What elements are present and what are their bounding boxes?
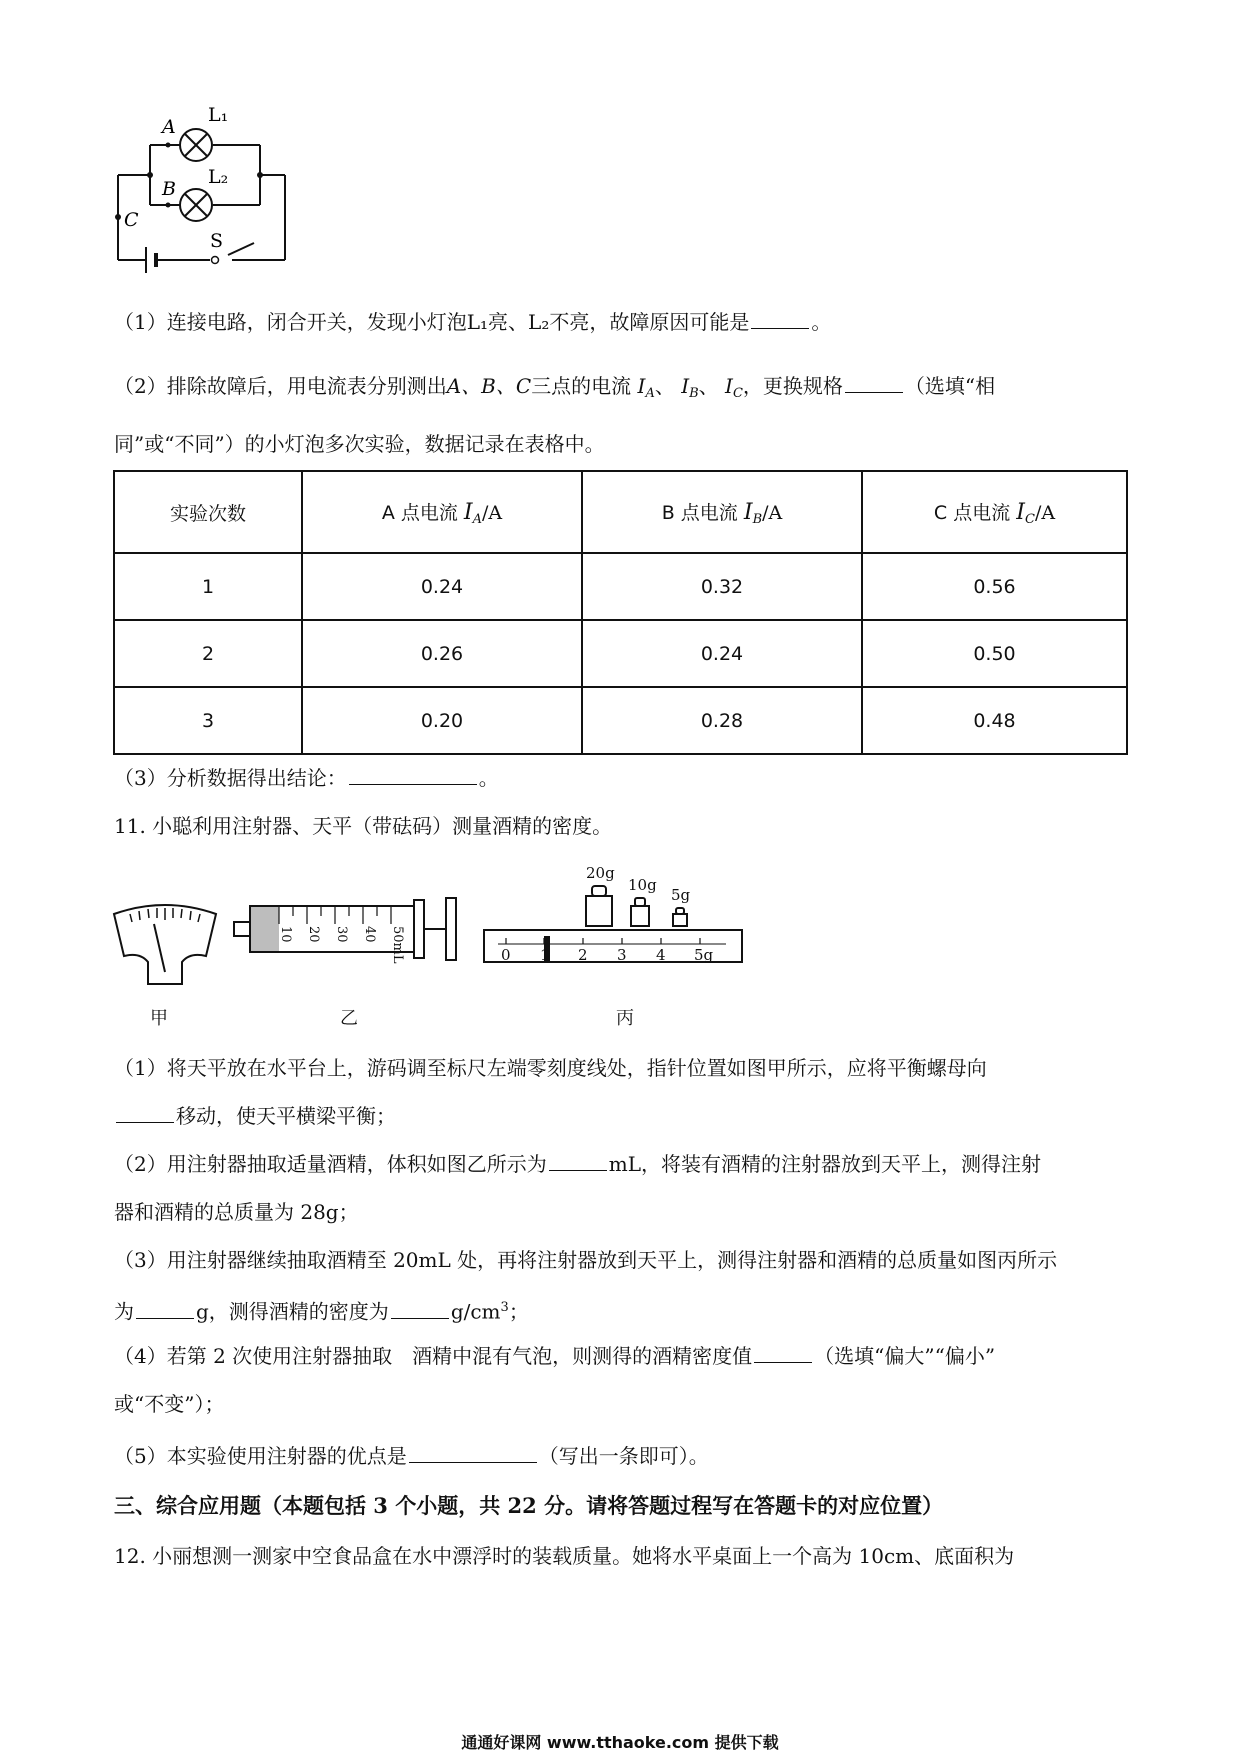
ruler-mark: 5g	[694, 946, 714, 964]
balance-ruler-figure	[480, 860, 765, 980]
switch-icon	[212, 257, 219, 264]
q10-part1: （1）连接电路，闭合开关，发现小灯泡L₁亮、L₂不亮，故障原因可能是 。	[114, 310, 832, 334]
table-cell: 0.24	[302, 553, 582, 620]
page-footer: 通通好课网 www.tthaoke.com 提供下载	[461, 1733, 779, 1752]
figure-label-yi: 乙	[340, 1008, 358, 1029]
ruler-mark: 0	[501, 946, 511, 964]
syringe-mark: 50mL	[390, 926, 405, 964]
table-cell: 0.24	[582, 620, 862, 687]
q11-step3-line2: 为 g，测得酒精的密度为 $g/cm^3$；	[114, 1299, 529, 1324]
syringe-mark: 30	[334, 926, 349, 943]
syringe-figure	[230, 890, 460, 970]
q10-part3: （3）分析数据得出结论： 。	[114, 766, 499, 790]
q11-title: 11. 小聪利用注射器、天平（带砝码）测量酒精的密度。	[114, 814, 613, 838]
syringe-mark: 20	[306, 926, 321, 943]
table-header: B 点电流 $I_B/A$	[582, 471, 862, 553]
answer-blank[interactable]	[754, 1344, 812, 1363]
circuit-label-l2: L₂	[208, 166, 229, 188]
q11-step4-line2: 或“不变”）；	[114, 1392, 225, 1416]
circuit-label-l1: L₁	[208, 104, 229, 126]
answer-blank[interactable]	[136, 1300, 194, 1319]
q11-step5: （5）本实验使用注射器的优点是 （写出一条即可）。	[114, 1444, 709, 1468]
answer-blank[interactable]	[391, 1300, 449, 1319]
q11-step4: （4）若第 2 次使用注射器抽取 酒精中混有气泡，则测得的酒精密度值 （选填“偏大”“偏小”	[114, 1344, 996, 1368]
table-cell: 0.32	[582, 553, 862, 620]
table-cell: 0.20	[302, 687, 582, 754]
table-cell: 0.48	[862, 687, 1127, 754]
table-header: 实验次数	[114, 471, 302, 553]
lamp-l2-icon	[180, 189, 212, 221]
syringe-mark: 10	[278, 926, 293, 943]
weight-10g-icon	[631, 898, 649, 926]
figure-label-jia: 甲	[150, 1008, 168, 1029]
answer-blank[interactable]	[751, 310, 809, 329]
battery-icon	[146, 247, 156, 273]
weight-label-10g: 10g	[628, 876, 657, 894]
table-cell: 2	[114, 620, 302, 687]
q10-part2-line2: 同”或“不同”）的小灯泡多次实验，数据记录在表格中。	[114, 432, 605, 456]
circuit-label-s: S	[210, 230, 224, 252]
table-cell: 1	[114, 553, 302, 620]
table-cell: 0.28	[582, 687, 862, 754]
circuit-label-c: C	[124, 209, 139, 231]
balance-pointer-figure	[110, 900, 220, 990]
q11-step1-line2: 移动，使天平横梁平衡；	[114, 1102, 396, 1130]
q11-step2-line2: 器和酒精的总质量为 28g；	[114, 1200, 359, 1224]
table-header-row	[114, 471, 1127, 553]
weight-20g-icon	[586, 886, 612, 926]
lamp-l1-icon	[180, 129, 212, 161]
table-header: A 点电流 $I_A/A$	[302, 471, 582, 553]
q11-step1: （1）将天平放在水平台上，游码调至标尺左端零刻度线处，指针位置如图甲所示，应将平衡螺母向	[114, 1056, 987, 1080]
circuit-diagram	[110, 95, 300, 275]
table-row	[114, 553, 1127, 620]
ruler-mark: 1	[540, 946, 550, 964]
weight-5g-icon	[673, 908, 687, 926]
circuit-label-b: B	[162, 178, 176, 200]
answer-blank[interactable]	[549, 1152, 607, 1171]
table-row	[114, 620, 1127, 687]
q10-part2: （2）排除故障后，用电流表分别测出A、B、C三点的电流 $I_A$、 $I_B$、 $I_C$，更换规格 （选填“相	[114, 374, 996, 401]
circuit-label-a: A	[162, 116, 176, 138]
section-3-heading: 三、综合应用题（本题包括 3 个小题，共 22 分。请将答题过程写在答题卡的对应位置）	[114, 1493, 944, 1518]
table-header: C 点电流 $I_C/A$	[862, 471, 1127, 553]
answer-blank[interactable]	[349, 766, 477, 785]
table-row	[114, 687, 1127, 754]
ruler-mark: 4	[656, 946, 666, 964]
q11-step3: （3）用注射器继续抽取酒精至 20mL 处，再将注射器放到天平上，测得注射器和酒精的总质量如图丙所示	[114, 1248, 1058, 1272]
answer-blank[interactable]	[409, 1444, 537, 1463]
weight-label-20g: 20g	[586, 864, 615, 882]
table-cell: 0.56	[862, 553, 1127, 620]
table-cell: 0.50	[862, 620, 1127, 687]
ruler-mark: 3	[617, 946, 627, 964]
figure-label-bing: 丙	[616, 1008, 634, 1029]
table-cell: 3	[114, 687, 302, 754]
q12-text: 12. 小丽想测一测家中空食品盒在水中漂浮时的装载质量。她将水平桌面上一个高为 10cm、底面积为	[114, 1544, 1015, 1568]
q11-step2: （2）用注射器抽取适量酒精，体积如图乙所示为 mL，将装有酒精的注射器放到天平上，测得注射	[114, 1152, 1041, 1176]
table-cell: 0.26	[302, 620, 582, 687]
answer-blank[interactable]	[116, 1104, 174, 1123]
current-data-table	[113, 470, 1128, 755]
answer-blank[interactable]	[845, 374, 903, 393]
syringe-mark: 40	[362, 926, 377, 943]
ruler-mark: 2	[578, 946, 588, 964]
weight-label-5g: 5g	[671, 886, 691, 904]
